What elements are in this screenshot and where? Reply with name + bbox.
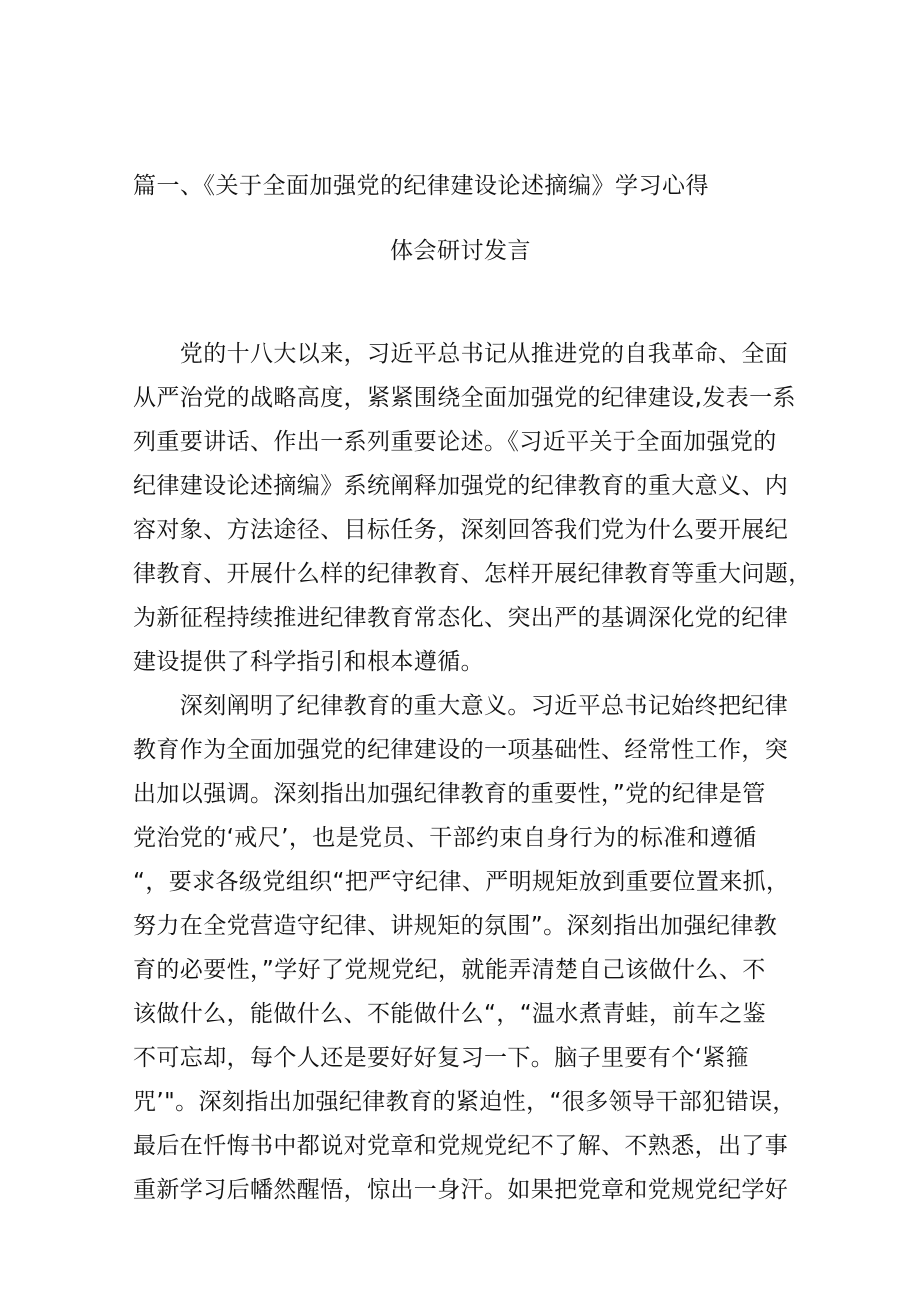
body-line: 教育作为全面加强党的纪律建设的一项基础性、经常性工作，突	[133, 737, 789, 763]
body-line: 最后在忏悔书中都说对党章和党规党纪不了解、不熟悉，出了事	[133, 1133, 789, 1159]
body-line: 不可忘却，每个人还是要好好复习一下。脑子里要有个‘紧箍	[133, 1045, 750, 1071]
body-line: 重新学习后幡然醒悟，惊出一身汗。如果把党章和党规党纪学好	[133, 1177, 789, 1203]
body-line: 容对象、方法途径、目标任务，深刻回答我们党为什么要开展纪	[133, 517, 789, 543]
body-line: 列重要讲话、作出一系列重要论述。《习近平关于全面加强党的	[133, 429, 777, 455]
body-line: 从严治党的战略高度，紧紧围绕全面加强党的纪律建设,发表一系	[133, 385, 796, 411]
body-line: 该做什么，能做什么、不能做什么“，“温水煮青蛙，前车之鉴	[133, 1001, 767, 1027]
body-line: 建设提供了科学指引和根本遵循。	[133, 649, 484, 675]
body-line: 为新征程持续推进纪律教育常态化、突出严的基调深化党的纪律	[133, 605, 789, 631]
body-line: 出加以强调。深刻指出加强纪律教育的重要性，”党的纪律是管	[133, 781, 766, 807]
body-line: 育的必要性，”学好了党规党纪，就能弄清楚自己该做什么、不	[133, 957, 766, 983]
body-line: 律教育、开展什么样的纪律教育、怎样开展纪律教育等重大问题，	[133, 561, 812, 587]
document-title-line-2: 体会研讨发言	[390, 238, 531, 264]
body-line: 努力在全党营造守纪律、讲规矩的氛围”。深刻指出加强纪律教	[133, 913, 778, 939]
body-line: 党治党的‘戒尺’，也是党员、干部约束自身行为的标准和遵循	[133, 825, 757, 851]
body-line: 深刻阐明了纪律教育的重大意义。习近平总书记始终把纪律	[133, 693, 789, 719]
body-line: “，要求各级党组织“把严守纪律、严明规矩放到重要位置来抓，	[133, 869, 790, 895]
body-line: 纪律建设论述摘编》系统阐释加强党的纪律教育的重大意义、内	[133, 473, 789, 499]
body-line: 咒’"。深刻指出加强纪律教育的紧迫性，“很多领导干部犯错误，	[133, 1089, 796, 1115]
body-line: 党的十八大以来，习近平总书记从推进党的自我革命、全面	[133, 341, 789, 367]
document-title-line-1: 篇一、《关于全面加强党的纪律建设论述摘编》学习心得	[133, 173, 709, 199]
